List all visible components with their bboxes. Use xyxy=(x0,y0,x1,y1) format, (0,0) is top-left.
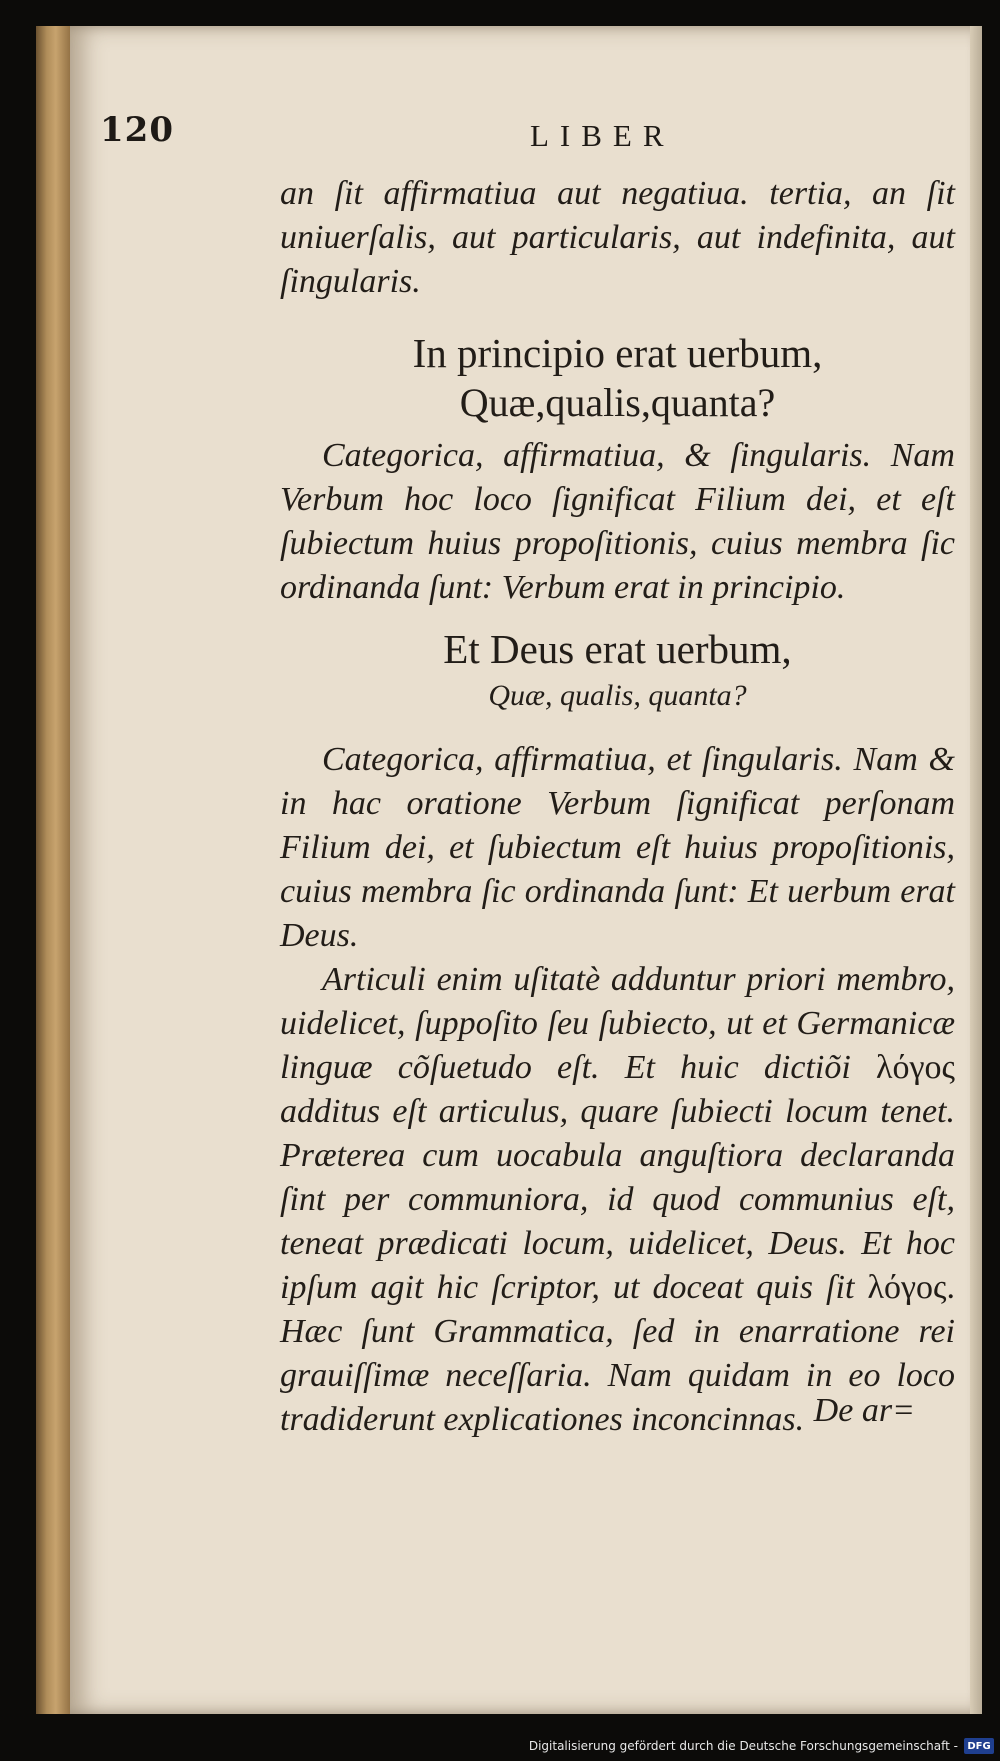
paragraph-3-part-2: additus eſt articulus, quare ſubiecti locum tenet. Præterea cum uocabula anguſtiora declaranda ſint per communiora, id quod communius eſt, teneat prædicati locum, uidelicet, Deus. Et hoc ipſum agit hic ſcriptor, ut doceat quis ſit xyxy=(280,1093,955,1306)
page-number: 120 xyxy=(100,110,174,150)
paragraph-3-part-1: Articuli enim uſitatè adduntur priori membro, uidelicet, ſuppoſito ſeu ſubiecto, ut et Germanicæ linguæ cõſuetudo eſt. Et huic dictiõi xyxy=(280,961,955,1086)
page-edge xyxy=(970,26,982,1714)
running-title: LIBER xyxy=(530,118,675,153)
verse-heading-2: Et Deus erat uerbum, xyxy=(443,626,792,672)
paragraph-2: Categorica, affirmatiua, et ſingularis. Nam & in hac oratione Verbum ſignificat perſonam Filium dei, et ſubiectum eſt huius propoſitionis, cuius membra ſic ordinanda ſunt: Et uerbum erat Deus. xyxy=(280,741,955,954)
paragraph-1: Categorica, affirmatiua, & ſingularis. Nam Verbum hoc loco ſignificat Filium dei, et eſt ſubiectum huius propoſitionis, cuius membra ſic ordinanda ſunt: Verbum erat in principio. xyxy=(280,437,955,606)
dfg-logo-icon: DFG xyxy=(964,1738,994,1754)
question-1: Quæ,qualis,quanta? xyxy=(459,380,776,425)
footer-credit: Digitalisierung gefördert durch die Deutsche Forschungsgemeinschaft - xyxy=(528,1739,958,1753)
footer-bar xyxy=(0,1715,1000,1761)
verse-heading-1: In principio erat uerbum, xyxy=(412,330,823,376)
paragraph-3-part-3: Hæc ſunt Grammatica, ſed in enarratione rei grauiſſimæ neceſſaria. Nam quidam in eo loco tradiderunt explicationes inconcinnas. xyxy=(280,1313,955,1438)
question-2: Quæ, qualis, quanta? xyxy=(488,679,747,712)
page-text xyxy=(280,172,955,1442)
intro-paragraph: an ſit affirmatiua aut negatiua. tertia, an ſit uniuerſalis, aut particularis, aut indefinita, aut ſingularis. xyxy=(280,175,955,300)
book-binding xyxy=(36,26,72,1714)
catchword: De ar= xyxy=(813,1392,915,1429)
greek-word-2: λόγος. xyxy=(867,1269,956,1306)
greek-word-1: λόγος xyxy=(876,1049,956,1086)
paragraph-3 xyxy=(280,958,955,1442)
